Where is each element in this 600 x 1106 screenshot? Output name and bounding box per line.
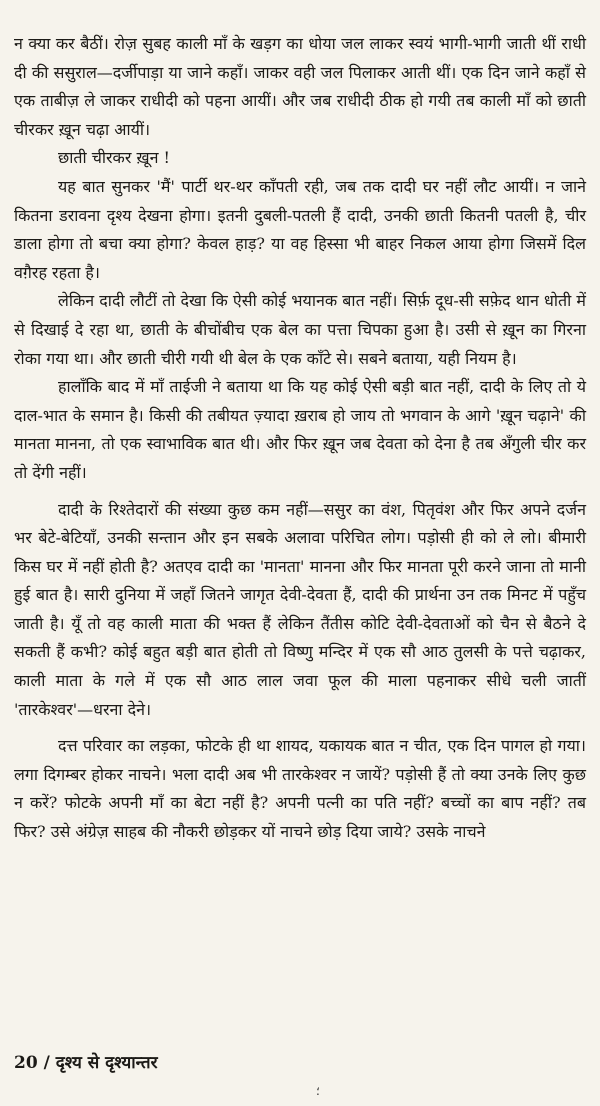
paragraph-6: दादी के रिश्तेदारों की संख्या कुछ कम नहीं—ससुर का वंश, पितृवंश और फिर अपने दर्जन भर बेटे-बेटियाँ, उनकी सन्तान और इन सबके अलावा परिचित लोग। पड़ोसी ही को ले लो। बीमारी किस घर में नहीं होती है? अतएव दादी का 'मानता' मानना और फिर मानता पूरी करने जाना तो मानी हुई बात है। सारी दुनिया में जहाँ जितने जागृत देवी-देवता हैं, दादी की प्रार्थना उन तक मिनट में पहुँच जाती है। यूँ तो वह काली माता की भक्त हैं लेकिन तैंतीस कोटि देवी-देवताओं को चैन से बैठने दे सकती हैं कभी? कोई बहुत बड़ी बात होती तो विष्णु मन्दिर में एक सौ आठ तुलसी के पत्ते चढ़ाकर, काली माता के गले में एक सौ आठ लाल जवा फूल की माला पहनाकर सीधे चली जातीं 'तारकेश्वर'—धरना देने। (14, 499, 586, 719)
paragraph-3: यह बात सुनकर 'मैं' पार्टी थर-थर काँपती रही, जब तक दादी घर नहीं लौट आयीं। न जाने कितना डरावना दृश्य देखना होगा। इतनी दुबली-पतली हैं दादी, उनकी छाती कितनी पतली है, चीर डाला होगा तो बचा क्या होगा? केवल हाड़? या वह हिस्सा भी बाहर निकल आया होगा जिसमें दिल वग़ैरह रहता है। (14, 176, 586, 282)
paragraph-1: न क्या कर बैठीं। रोज़ सुबह काली माँ के खड़ग का धोया जल लाकर स्वयं भागी-भागी जाती थीं राधी दी की ससुराल—दर्जीपाड़ा या जाने कहाँ। जाकर वही जल पिलाकर आती थीं। एक दिन जाने कहाँ से एक ताबीज़ ले जाकर राधीदी को पहना आयीं। और जब राधीदी ठीक हो गयी तब काली माँ को छाती चीरकर ख़ून चढ़ा आयीं। (14, 34, 586, 139)
page-footer: 20 / दृश्य से दृश्यान्तर (14, 1053, 158, 1073)
page-mark: ؛ (316, 1084, 320, 1098)
paragraph-7: दत्त परिवार का लड़का, फोटके ही था शायद, यकायक बात न चीत, एक दिन पागल हो गया। लगा दिगम्बर होकर नाचने। भला दादी अब भी तारकेश्वर न जायें? पड़ोसी हैं तो क्या उनके लिए कुछ न करें? फोटके अपनी माँ का बेटा नहीं है? अपनी पत्नी का पति नहीं? बच्चों का बाप नहीं? तब फिर? उसे अंग्रेज़ साहब की नौकरी छोड़कर यों नाचने छोड़ दिया जाये? उसके नाचने (14, 736, 586, 842)
paragraph-4: लेकिन दादी लौटीं तो देखा कि ऐसी कोई भयानक बात नहीं। सिर्फ़ दूध-सी सफ़ेद थान धोती में से दिखाई दे रहा था, छाती के बीचोंबीच एक बेल का पत्ता चिपका हुआ है। उसी से ख़ून का गिरना रोका गया था। और छाती चीरी गयी थी बेल के एक काँटे से। सबने बताया, यही नियम है। (14, 291, 586, 368)
paragraph-5: हालाँकि बाद में माँ ताईजी ने बताया था कि यह कोई ऐसी बड़ी बात नहीं, दादी के लिए तो ये दाल-भात के समान है। किसी की तबीयत ज़्यादा ख़राब हो जाय तो भगवान के आगे 'ख़ून चढ़ाने' की मानता मानना, तो एक स्वाभाविक बात थी। और फिर ख़ून जब देवता को देना है तब अँगुली चीर कर तो देंगी नहीं। (14, 377, 586, 482)
paragraph-2: छाती चीरकर ख़ून ! (58, 148, 170, 168)
